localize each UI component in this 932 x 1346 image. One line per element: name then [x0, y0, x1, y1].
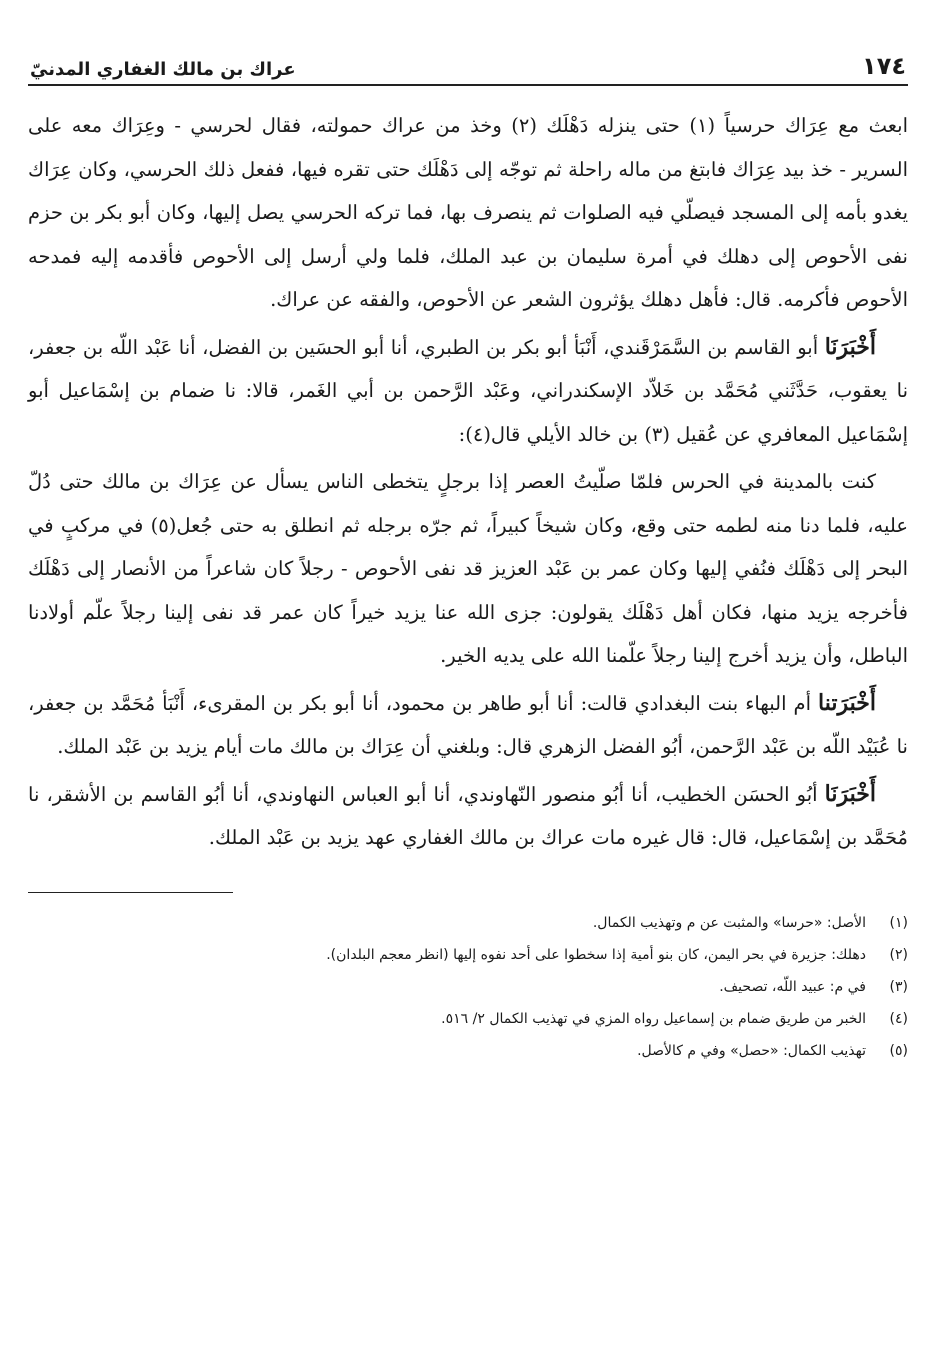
paragraph-1	[28, 104, 908, 322]
footnote-number: (٥)	[889, 1042, 908, 1059]
footnote	[28, 1035, 908, 1067]
footnote	[28, 1003, 908, 1035]
main-text	[28, 104, 908, 860]
paragraph-5	[28, 773, 908, 860]
paragraph-text: أبُو الحسَن الخطيب، أنا أبُو منصور النّهاوندي، أنا أبو العباس النهاوندي، أنا أبُو القاسم بن الأشقر، نا مُحَمَّد بن إسْمَاعيل، قال: قال غيره مات عراك بن مالك الغفاري عهد يزيد بن عَبْد الملك.	[28, 782, 908, 849]
paragraph-4	[28, 682, 908, 769]
footnote-number: (٤)	[889, 1010, 908, 1027]
footnote-number: (٣)	[889, 978, 908, 995]
running-head: عراك بن مالك الغفاري المدنيّ	[30, 59, 296, 80]
paragraph-text: أم البهاء بنت البغدادي قالت: أنا أبو طاهر بن محمود، أنا أبو بكر بن المقرىء، أَنْبَأ مُحَمَّد بن جعفر، نا عُبَيْد اللّه بن عَبْد الرَّحمن، أبُو الفضل الزهري قال: وبلغني أن عِرَاك بن مالك مات أيام يزيد بن عَبْد الملك.	[28, 691, 908, 758]
footnotes	[28, 907, 908, 1067]
page-number: ١٧٤	[862, 52, 906, 80]
isnad-keyword: أَخْبَرَتنا	[818, 689, 876, 716]
isnad-keyword: أَخْبَرَنَا	[824, 780, 876, 807]
footnote	[28, 971, 908, 1003]
paragraph-text: أبو القاسم بن السَّمَرْقَندي، أَنْبَأ أبو بكر بن الطبري، أنا أبو الحسَين بن الفضل، أنا عَبْد اللّه بن جعفر، نا يعقوب، حَدَّثَني مُحَمَّد بن خَلاّد الإسكندراني، وعَبْد الرَّحمن بن أبي الغَمر، قالا: نا ضمام بن إسْمَاعيل أبو إسْمَاعيل المعافري عن عُقيل (٣) بن خالد الأيلي قال(٤):	[28, 335, 908, 446]
paragraph-text: ابعث مع عِرَاك حرسياً (١) حتى ينزله دَهْلَك (٢) وخذ من عراك حمولته، فقال لحرسي - وعِرَاك معه على السرير - خذ بيد عِرَاك فابتغ من ماله راحلة ثم توجّه إلى دَهْلَك حتى تقره فيها، ففعل ذلك الحرسي، وكان عِرَاك يغدو بأمه إلى المسجد فيصلّي فيه الصلوات ثم ينصرف بها، فما تركه الحرسي يصل إليها، وكان أبو بكر بن حزم نفى الأحوص إلى دهلك في أمرة سليمان بن عبد الملك، فلما ولي أرسل إلى الأحوص فأقدمه إليه فمدحه الأحوص فأكرمه. قال: فأهل دهلك يؤثرون الشعر عن الأحوص، والفقه عن عراك.	[28, 114, 908, 311]
page-header	[28, 40, 908, 86]
paragraph-2	[28, 326, 908, 457]
book-page	[28, 40, 908, 1067]
isnad-keyword: أَخْبَرَنَا	[824, 333, 877, 360]
paragraph-3	[28, 460, 908, 678]
footnote-text: الخبر من طريق ضمام بن إسماعيل رواه المزي في تهذيب الكمال ٢/ ٥١٦.	[441, 1010, 866, 1027]
footnote-number: (١)	[889, 914, 908, 931]
footnote-divider	[28, 892, 233, 893]
footnote	[28, 907, 908, 939]
footnote	[28, 939, 908, 971]
paragraph-text: كنت بالمدينة في الحرس فلمّا صلّيتُ العصر إذا برجلٍ يتخطى الناس يسأل عن عِرَاك بن مالك حتى دُلّ عليه، فلما دنا منه لطمه حتى وقع، وكان شيخاً كبيراً، ثم جرّه برجله ثم انطلق به حتى جُعل(٥) في مركبٍ في البحر إلى دَهْلَك فنُفي إليها وكان عمر بن عَبْد العزيز قد نفى الأحوص - رجلاً كان شاعراً من الأنصار إلى دَهْلَك فأخرجه يزيد منها، فكان أهل دَهْلَك يقولون: جزى الله عنا يزيد خيراً كان عمر قد نفى إلينا رجلاً علّم أولادنا الباطل، وأن يزيد أخرج إلينا رجلاً علّمنا الله على يديه الخير.	[28, 470, 908, 667]
footnote-text: الأصل: «حرسا» والمثبت عن م وتهذيب الكمال.	[592, 914, 866, 931]
footnote-text: دهلك: جزيرة في بحر اليمن، كان بنو أمية إذا سخطوا على أحد نفوه إليها (انظر معجم البلدان).	[326, 946, 866, 963]
footnote-number: (٢)	[889, 946, 908, 963]
footnote-text: في م: عبيد اللّه، تصحيف.	[719, 978, 866, 995]
footnote-text: تهذيب الكمال: «حصل» وفي م كالأصل.	[637, 1042, 866, 1059]
